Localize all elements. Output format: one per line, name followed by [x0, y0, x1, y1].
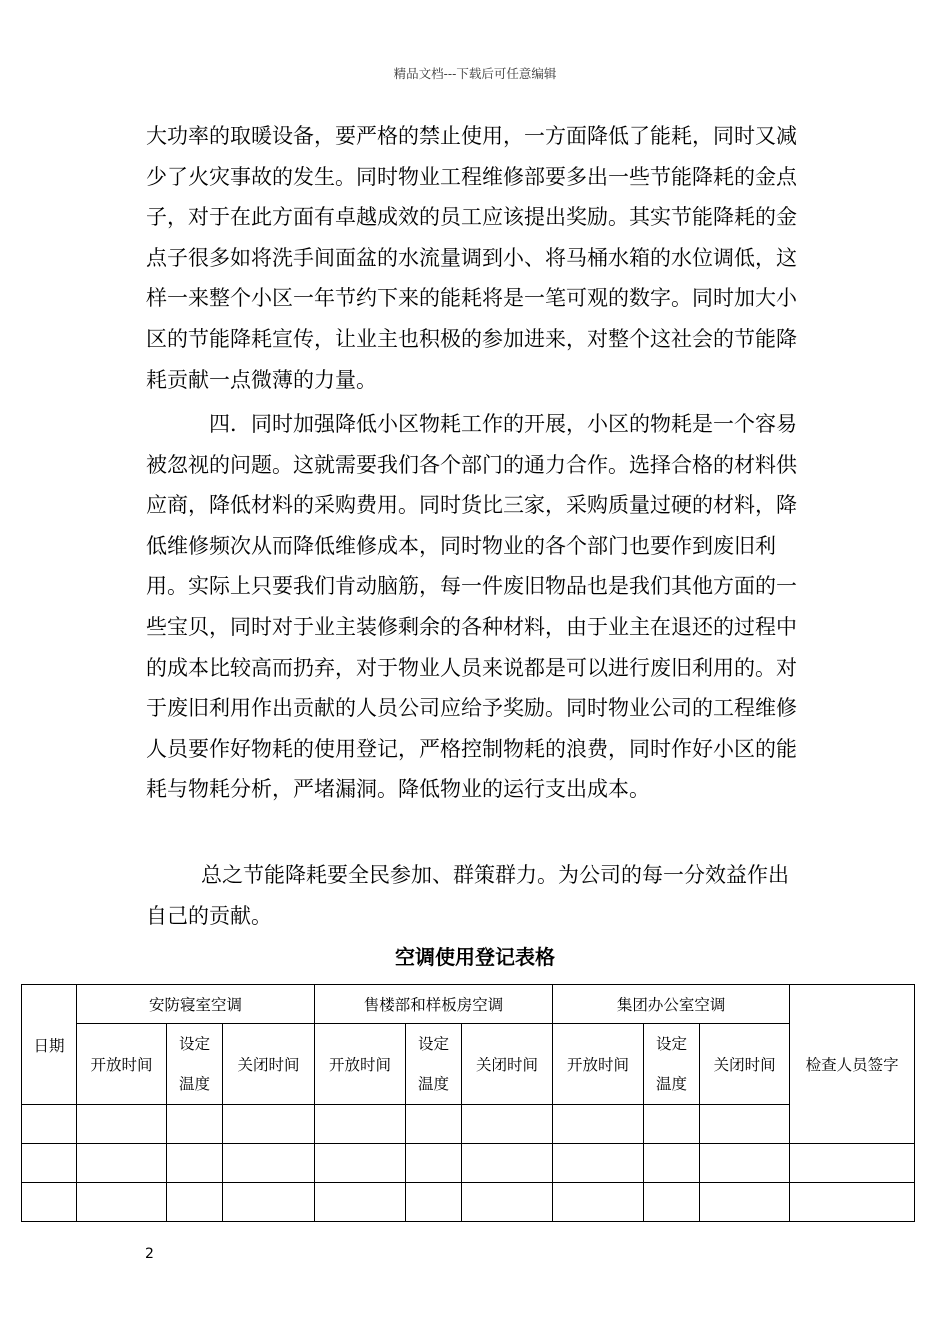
set-temp-line2: 温度 [178, 1075, 210, 1093]
table-cell [223, 1183, 315, 1222]
open-time-header: 开放时间 [553, 1024, 644, 1105]
table-cell [406, 1144, 462, 1183]
page-number: 2 [145, 1246, 154, 1262]
group-header-group-office: 集团办公室空调 [553, 985, 790, 1024]
table-cell [700, 1144, 790, 1183]
inspector-signature-header: 检查人员签字 [790, 985, 915, 1144]
table-cell [644, 1144, 700, 1183]
close-time-header: 关闭时间 [223, 1024, 315, 1105]
table-cell [406, 1183, 462, 1222]
table-cell [553, 1144, 644, 1183]
table-cell [77, 1183, 167, 1222]
ac-usage-register-table [21, 984, 915, 1222]
set-temp-line2: 温度 [656, 1075, 688, 1093]
set-temp-line1: 设定 [418, 1035, 450, 1053]
table-cell [644, 1183, 700, 1222]
paragraph-1: 大功率的取暖设备，要严格的禁止使用，一方面降低了能耗，同时又减少了火灾事故的发生。同时物业工程维修部要多出一些节能降耗的金点子，对于在此方面有卓越成效的员工应该提出奖励。其实节能降耗的金点子很多如将洗手间面盆的水流量调到小、将马桶水箱的水位调低，这样一来整个小区一年节约下来的能耗将是一笔可观的数字。同时加大小区的节能降耗宣传，让业主也积极的参加进来，对整个这社会的节能降耗贡献一点微薄的力量。 [146, 124, 797, 392]
set-temp-header [644, 1024, 700, 1105]
table-cell [406, 1105, 462, 1144]
close-time-header: 关闭时间 [462, 1024, 553, 1105]
table-cell [167, 1183, 223, 1222]
table-cell [315, 1144, 406, 1183]
table-cell [77, 1144, 167, 1183]
table-cell [315, 1105, 406, 1144]
table-cell [790, 1144, 915, 1183]
table-cell [700, 1183, 790, 1222]
table-cell [223, 1144, 315, 1183]
group-header-security-dorm: 安防寝室空调 [77, 985, 315, 1024]
table-cell [553, 1183, 644, 1222]
set-temp-header [167, 1024, 223, 1105]
table-cell [700, 1105, 790, 1144]
group-header-sales-office: 售楼部和样板房空调 [315, 985, 553, 1024]
table-cell [790, 1183, 915, 1222]
table-title: 空调使用登记表格 [395, 945, 555, 969]
table-row [22, 1183, 915, 1222]
table-row [22, 1105, 915, 1144]
date-header: 日期 [22, 985, 77, 1105]
table-cell [167, 1144, 223, 1183]
table-cell [462, 1183, 553, 1222]
table-cell [22, 1105, 77, 1144]
open-time-header: 开放时间 [77, 1024, 167, 1105]
table-cell [22, 1183, 77, 1222]
close-time-header: 关闭时间 [700, 1024, 790, 1105]
table-cell [77, 1105, 167, 1144]
paragraph-3: 总之节能降耗要全民参加、群策群力。为公司的每一分效益作出自己的贡献。 [146, 863, 789, 928]
table-cell [22, 1144, 77, 1183]
table-cell [223, 1105, 315, 1144]
table-row [22, 1144, 915, 1183]
page-header: 精品文档---下载后可任意编辑 [393, 66, 557, 81]
table-cell [462, 1144, 553, 1183]
table-cell [553, 1105, 644, 1144]
table-cell [644, 1105, 700, 1144]
table-cell [462, 1105, 553, 1144]
set-temp-line1: 设定 [178, 1035, 210, 1053]
set-temp-line1: 设定 [656, 1035, 688, 1053]
open-time-header: 开放时间 [315, 1024, 406, 1105]
paragraph-2: 四．同时加强降低小区物耗工作的开展，小区的物耗是一个容易被忽视的问题。这就需要我们各个部门的通力合作。选择合格的材料供应商，降低材料的采购费用。同时货比三家，采购质量过硬的材料，降低维修频次从而降低维修成本，同时物业的各个部门也要作到废旧利用。实际上只要我们肯动脑筋，每一件废旧物品也是我们其他方面的一些宝贝，同时对于业主装修剩余的各种材料，由于业主在退还的过程中的成本比较高而扔弃，对于物业人员来说都是可以进行废旧利用的。对于废旧利用作出贡献的人员公司应给予奖励。同时物业公司的工程维修人员要作好物耗的使用登记，严格控制物耗的浪费，同时作好小区的能耗与物耗分析，严堵漏洞。降低物业的运行支出成本。 [146, 412, 797, 802]
set-temp-line2: 温度 [418, 1075, 450, 1093]
table-cell [167, 1105, 223, 1144]
set-temp-header [406, 1024, 462, 1105]
table-cell [315, 1183, 406, 1222]
